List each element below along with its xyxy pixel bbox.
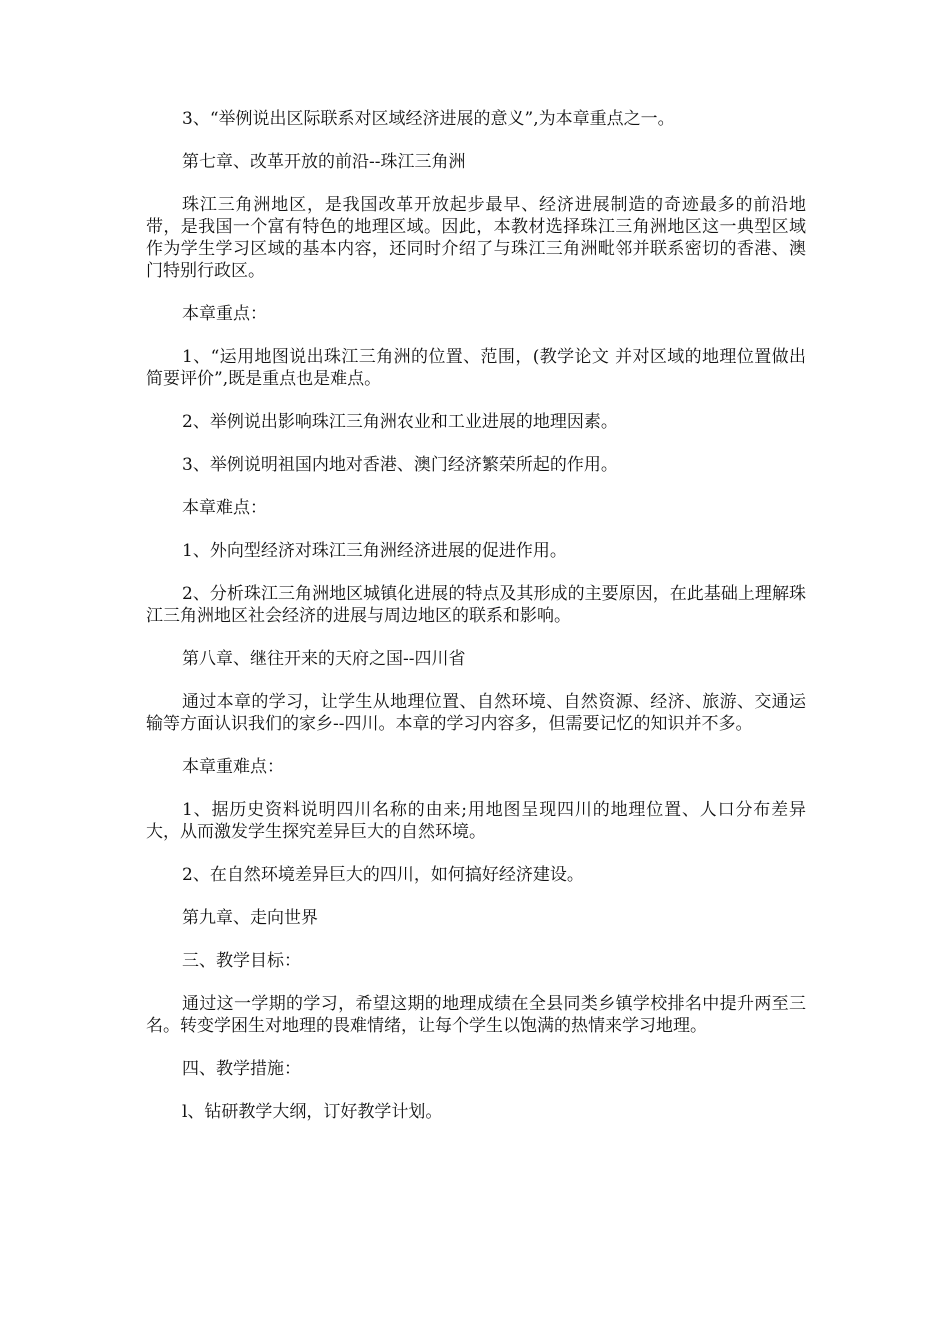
paragraph-key-point-3-hk-macau: 3、举例说明祖国内地对香港、澳门经济繁荣所起的作用。 — [182, 455, 618, 475]
chapter-7-key-points-heading: 本章重点： — [182, 304, 267, 324]
paragraph-pearl-river-delta-intro: 珠江三角洲地区，是我国改革开放起步最早、经济进展制造的奇迹最多的前沿地带，是我国一个富有特色的地理区域。因此，本教材选择珠江三角洲地区这一典型区域作为学生学习区域的基本内容，还同时介绍了与珠江三角洲毗邻并联系密切的香港、澳门特别行政区。 — [146, 195, 806, 281]
paragraph-key-point-2-factors: 2、举例说出影响珠江三角洲农业和工业进展的地理因素。 — [182, 412, 618, 432]
paragraph-sichuan-point-1: 1、据历史资料说明四川名称的由来;用地图呈现四川的地理位置、人口分布差异大，从而激发学生探究差异巨大的自然环境。 — [146, 800, 806, 842]
chapter-7-heading: 第七章、改革开放的前沿--珠江三角洲 — [182, 152, 466, 172]
paragraph-teaching-goals: 通过这一学期的学习，希望这期的地理成绩在全县同类乡镇学校排名中提升两至三名。转变学困生对地理的畏难情绪，让每个学生以饱满的热情来学习地理。 — [146, 994, 806, 1036]
chapter-7-difficulties-heading: 本章难点： — [182, 498, 267, 518]
paragraph-key-point-1-location: 1、“运用地图说出珠江三角洲的位置、范围，(教学论文 并对区域的地理位置做出简要评价”,既是重点也是难点。 — [146, 347, 806, 389]
paragraph-measure-1: l、钻研教学大纲，订好教学计划。 — [182, 1102, 443, 1122]
chapter-8-heading: 第八章、继往开来的天府之国--四川省 — [182, 649, 466, 669]
document-body — [146, 108, 806, 1144]
chapter-9-heading: 第九章、走向世界 — [182, 908, 318, 928]
paragraph-sichuan-intro: 通过本章的学习，让学生从地理位置、自然环境、自然资源、经济、旅游、交通运输等方面认识我们的家乡--四川。本章的学习内容多，但需要记忆的知识并不多。 — [146, 692, 806, 734]
paragraph-difficulty-1-export-economy: 1、外向型经济对珠江三角洲经济进展的促进作用。 — [182, 541, 567, 561]
paragraph-difficulty-2-urbanization: 2、分析珠江三角洲地区城镇化进展的特点及其形成的主要原因，在此基础上理解珠江三角洲地区社会经济的进展与周边地区的联系和影响。 — [146, 584, 806, 626]
paragraph-key-point-3-regional-links: 3、“举例说出区际联系对区域经济进展的意义”,为本章重点之一。 — [182, 109, 675, 129]
paragraph-sichuan-point-2: 2、在自然环境差异巨大的四川，如何搞好经济建设。 — [182, 865, 584, 885]
section-4-teaching-measures-heading: 四、教学措施： — [182, 1059, 301, 1079]
section-3-teaching-goals-heading: 三、教学目标： — [182, 951, 301, 971]
chapter-8-key-difficulties-heading: 本章重难点： — [182, 757, 284, 777]
